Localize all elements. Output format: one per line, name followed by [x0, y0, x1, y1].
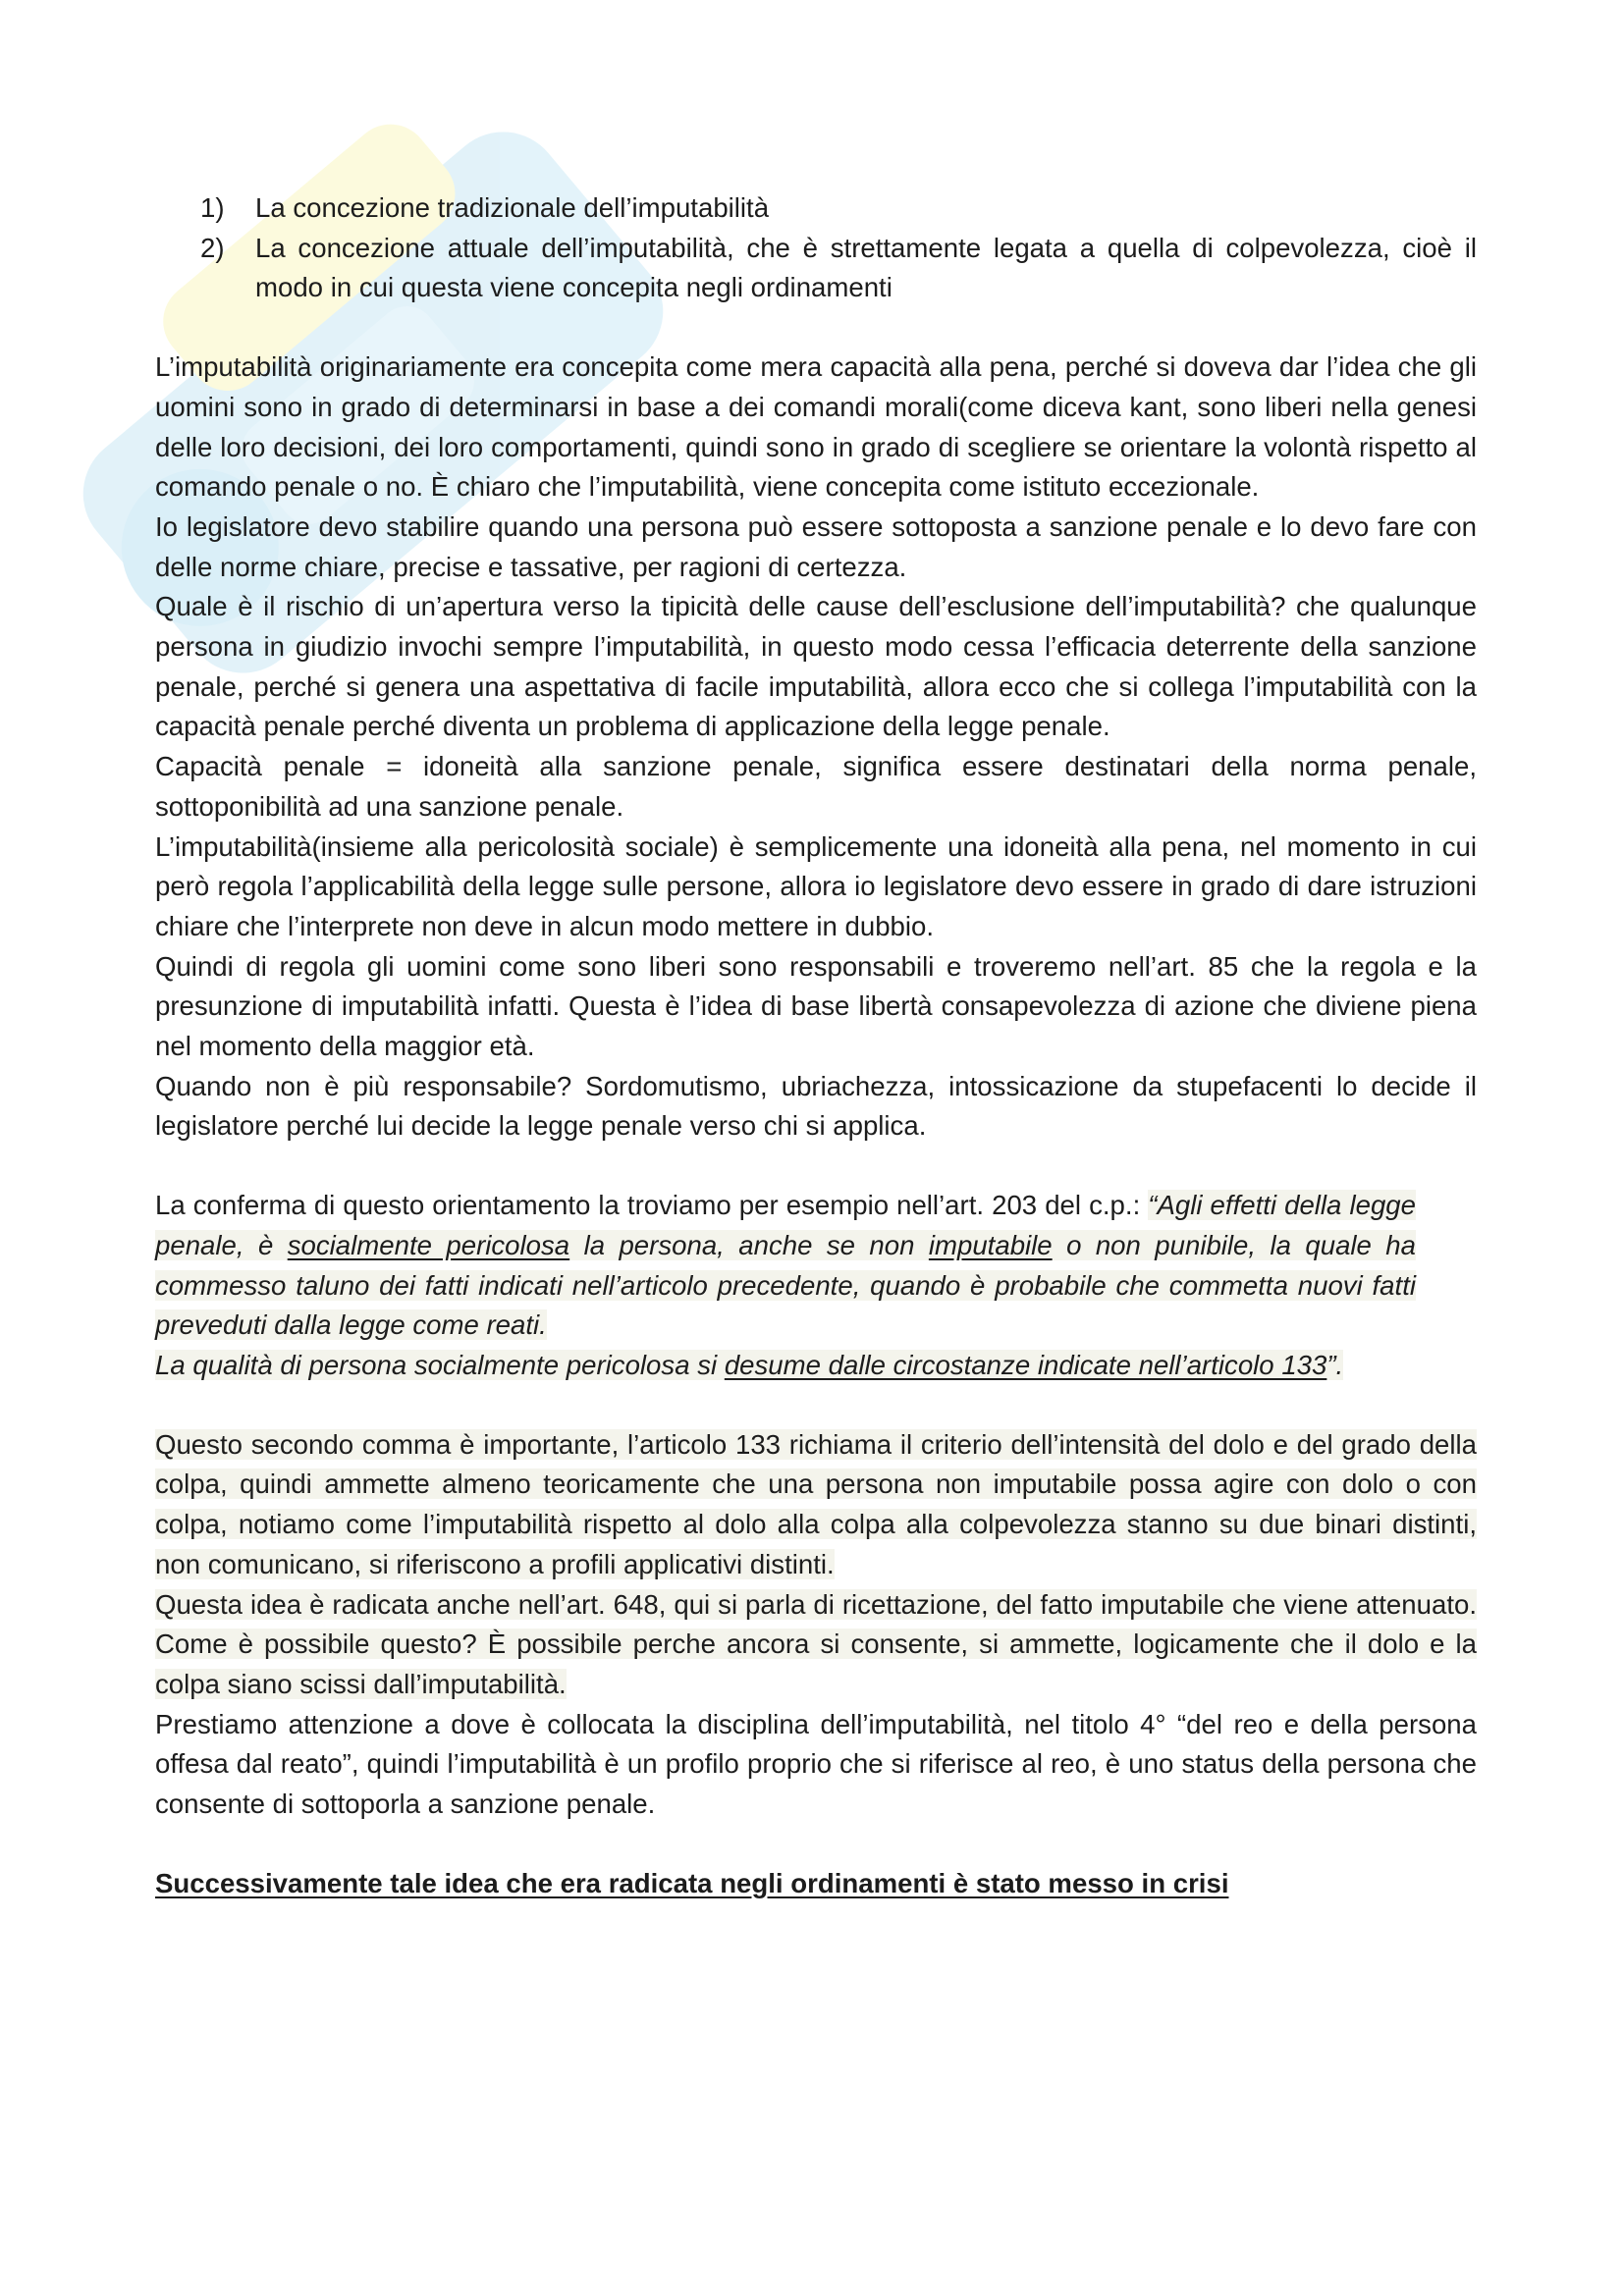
- paragraph: Capacità penale = idoneità alla sanzione penale, significa essere destinatari della norma penale, sottoponibilità ad una sanzione penale.: [155, 751, 1477, 822]
- list-item: [155, 229, 1477, 308]
- list-item-text: La concezione tradizionale dell’imputabilità: [255, 192, 770, 223]
- underlined-term: desume dalle circostanze indicate nell’articolo 133: [724, 1349, 1327, 1380]
- underlined-term: socialmente pericolosa: [287, 1229, 570, 1260]
- paragraph: L’imputabilità(insieme alla pericolosità sociale) è semplicemente una idoneità alla pena, nel momento in cui però regola l’applicabilità della legge sulle persone, allora io legislatore devo essere in grado di dare istruzioni chiare che l’interprete non deve in alcun modo mettere in dubbio.: [155, 830, 1477, 941]
- quote-text: “Agli effetti della legge penale, è socialmente pericolosa la persona, anche se non imputabile o non punibile, la quale ha commesso taluno dei fatti indicati nell’articolo precedente, quando è probabile che commetta nuovi fatti preveduti dalla legge come reati.: [155, 1190, 1417, 1341]
- quote-second-paragraph: La qualità di persona socialmente pericolosa si desume dalle circostanze indicate nell’articolo 133”.: [155, 1349, 1344, 1380]
- document-page: [155, 188, 1477, 1903]
- paragraph: Questa idea è radicata anche nell’art. 648, qui si parla di ricettazione, del fatto imputabile che viene attenuato. Come è possibile questo? È possibile perche ancora si consente, si ammette, logicamente che il dolo e la colpa siano scissi dall’imputabilità.: [155, 1588, 1477, 1699]
- paragraph: Prestiamo attenzione a dove è collocata la disciplina dell’imputabilità, nel titolo 4° “del reo e della persona offesa dal reato”, quindi l’imputabilità è un profilo proprio che si riferisce al reo, è uno status della persona che consente di sottoporla a sanzione penale.: [155, 1708, 1477, 1820]
- paragraph: Questo secondo comma è importante, l’articolo 133 richiama il criterio dell’intensità del dolo e del grado della colpa, quindi ammette almeno teoricamente che una persona non imputabile possa agire con dolo o con colpa, notiamo come l’imputabilità rispetto al dolo alla colpa alla colpevolezza stanno su due binari distinti, non comunicano, si riferiscono a profili applicativi distinti.: [155, 1428, 1477, 1579]
- section-heading: Successivamente tale idea che era radicata negli ordinamenti è stato messo in crisi: [155, 1867, 1229, 1898]
- paragraph: L’imputabilità originariamente era concepita come mera capacità alla pena, perché si doveva dar l’idea che gli uomini sono in grado di determinarsi in base a dei comandi morali(come diceva kant, sono liberi nella genesi delle loro decisioni, dei loro comportamenti, quindi sono in grado di scegliere se orientare la volontà rispetto al comando penale o no. È chiaro che l’imputabilità, viene concepita come istituto eccezionale.: [155, 351, 1477, 503]
- numbered-list: [155, 188, 1477, 308]
- paragraph: Io legislatore devo stabilire quando una persona può essere sottoposta a sanzione penale e lo devo fare con delle norme chiare, precise e tassative, per ragioni di certezza.: [155, 510, 1477, 582]
- quote-intro: La conferma di questo orientamento la troviamo per esempio nell’art. 203 del c.p.:: [155, 1190, 1149, 1221]
- paragraph: Quindi di regola gli uomini come sono liberi sono responsabili e troveremo nell’art. 85 che la regola e la presunzione di imputabilità infatti. Questa è l’idea di base libertà consapevolezza di azione che diviene piena nel momento della maggior età.: [155, 950, 1477, 1062]
- paragraph: Quando non è più responsabile? Sordomutismo, ubriachezza, intossicazione da stupefacenti lo decide il legislatore perché lui decide la legge penale verso chi si applica.: [155, 1070, 1477, 1142]
- list-number: 1): [200, 192, 225, 223]
- list-number: 2): [200, 232, 225, 263]
- quote-paragraph: [155, 1186, 1477, 1346]
- list-item: [155, 188, 1477, 229]
- list-item-text: La concezione attuale dell’imputabilità, che è strettamente legata a quella di colpevolezza, cioè il modo in cui questa viene concepita negli ordinamenti: [255, 232, 1477, 303]
- underlined-term: imputabile: [928, 1229, 1053, 1260]
- paragraph: Quale è il rischio di un’apertura verso la tipicità delle cause dell’esclusione dell’imputabilità? che qualunque persona in giudizio invochi sempre l’imputabilità, in questo modo cessa l’efficacia deterrente della sanzione penale, perché si genera una aspettativa di facile imputabilità, allora ecco che si collega l’imputabilità con la capacità penale perché diventa un problema di applicazione della legge penale.: [155, 591, 1477, 742]
